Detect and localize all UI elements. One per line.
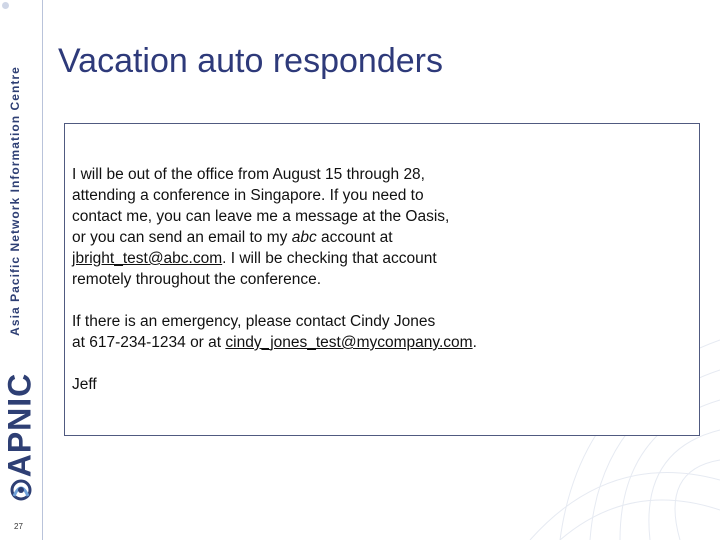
message-line (72, 332, 632, 353)
email-link-jbright[interactable]: jbright_test@abc.com (72, 250, 223, 267)
message-line: contact me, you can leave me a message at the Oasis, (72, 208, 450, 225)
slide-title: Vacation auto responders (58, 42, 443, 80)
sidebar-divider (42, 0, 43, 540)
message-line: If there is an emergency, please contact Cindy Jones (72, 313, 436, 330)
org-name-vertical (4, 58, 26, 343)
message-line: attending a conference in Singapore. If you need to (72, 187, 424, 204)
message-text: . I will be checking that account (222, 250, 437, 267)
apnic-logo-text: APNIC (1, 372, 38, 478)
message-line (72, 248, 632, 269)
message-text: . (472, 334, 477, 351)
sidebar (0, 0, 42, 540)
message-text: at 617-234-1234 or at (72, 334, 226, 351)
corner-dot-icon (2, 2, 9, 9)
message-text: account at (316, 229, 393, 246)
auto-reply-message (72, 164, 632, 395)
apnic-swirl-icon (8, 476, 34, 506)
apnic-logo (1, 372, 38, 478)
account-name: abc (291, 229, 317, 246)
email-link-cindy[interactable]: cindy_jones_test@mycompany.com (225, 334, 473, 351)
org-name-label: Asia Pacific Network Information Centre (8, 65, 22, 336)
message-line: remotely throughout the conference. (72, 271, 322, 288)
signature: Jeff (72, 376, 97, 393)
message-line (72, 227, 632, 248)
message-text: or you can send an email to my (72, 229, 292, 246)
message-line: I will be out of the office from August 15 through 28, (72, 166, 425, 183)
page-number: 27 (14, 522, 23, 531)
